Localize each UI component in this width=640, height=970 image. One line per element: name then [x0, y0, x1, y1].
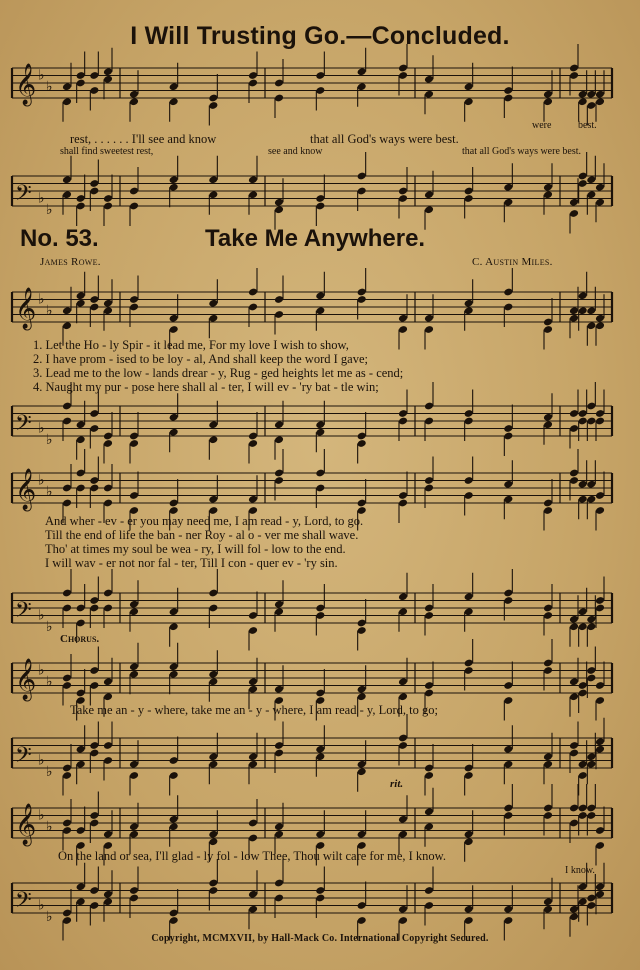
verse1-line1: 1. Let the Ho - ly Spir - it lead me, For my love I wish to show,	[33, 338, 349, 352]
verse4-line1: 4. Naught my pur - pose here shall al - ter, I will ev - 'ry bat - tle win;	[33, 380, 379, 394]
composer-credit: C. Austin Miles.	[472, 256, 553, 268]
svg-text:𝄞: 𝄞	[15, 659, 37, 700]
top-treble-lyric-3: were	[532, 120, 552, 131]
svg-text:♭: ♭	[46, 302, 53, 319]
svg-text:𝄢: 𝄢	[15, 181, 32, 211]
chorus2-treble-staff	[0, 800, 640, 850]
svg-text:𝄞: 𝄞	[15, 469, 37, 510]
bass-echo-lyric: I know.	[565, 865, 595, 876]
svg-text:♭: ♭	[38, 897, 45, 914]
lyricist-credit: James Rowe.	[40, 256, 101, 268]
chorus2-bass-staff	[0, 875, 640, 925]
top-bass-lyric-1: shall find sweetest rest,	[60, 146, 154, 157]
svg-text:𝄞: 𝄞	[15, 288, 37, 329]
top-bass-staff	[0, 168, 640, 218]
svg-text:♭: ♭	[46, 673, 53, 690]
top-treble-staff	[0, 60, 640, 110]
svg-text:♭: ♭	[38, 472, 45, 489]
top-bass-lyric-3: that all God's ways were best.	[462, 146, 581, 157]
svg-text:𝄢: 𝄢	[15, 598, 32, 628]
svg-text:♭: ♭	[38, 420, 45, 437]
svg-text:♭: ♭	[46, 78, 53, 95]
ritardando-mark: rit.	[390, 778, 404, 790]
verse2-line1: 2. I have prom - ised to be loy - al, And shall keep the word I gave;	[33, 352, 368, 366]
svg-text:♭: ♭	[46, 763, 53, 780]
verse4-line2: I will wav - er not nor fal - ter, Till I con - quer ev - 'ry sin.	[45, 556, 338, 570]
svg-text:♭: ♭	[38, 607, 45, 624]
hymn-number: No. 53.	[20, 225, 99, 252]
system1-treble-staff	[0, 284, 640, 334]
svg-text:𝄢: 𝄢	[15, 888, 32, 918]
chorus-line1: Take me an - y - where, take me an - y - where, I am read - y, Lord, to go;	[70, 703, 438, 717]
svg-text:♭: ♭	[38, 67, 45, 84]
svg-text:♭: ♭	[38, 807, 45, 824]
verse3-line1: 3. Lead me to the low - lands drear - y, Rug - ged heights let me as - cend;	[33, 366, 404, 380]
chorus1-bass-staff	[0, 730, 640, 780]
top-treble-lyric-2: that all God's ways were best.	[310, 132, 459, 146]
verse3-line2: Tho' at times my soul be wea - ry, I will fol - low to the end.	[45, 542, 346, 556]
svg-text:♭: ♭	[38, 190, 45, 207]
svg-text:♭: ♭	[46, 431, 53, 448]
verse1-line2: And wher - ev - er you may need me, I am read - y, Lord, to go.	[45, 514, 364, 528]
svg-text:♭: ♭	[46, 618, 53, 635]
svg-text:♭: ♭	[46, 908, 53, 925]
chorus-line2: On the land or sea, I'll glad - ly fol - low Thee, Thou wilt care for me, I know.	[58, 849, 447, 863]
continued-hymn-title: I Will Trusting Go.—Concluded.	[130, 22, 510, 50]
chorus1-treble-staff	[0, 655, 640, 705]
verse2-line2: Till the end of life the ban - ner Roy - al o - ver me shall wave.	[45, 528, 359, 542]
system1-bass-staff	[0, 398, 640, 448]
svg-text:𝄢: 𝄢	[15, 743, 32, 773]
svg-text:𝄞: 𝄞	[15, 804, 37, 845]
svg-text:♭: ♭	[38, 662, 45, 679]
system2-bass-staff	[0, 585, 640, 635]
system2-treble-staff	[0, 465, 640, 515]
svg-text:♭: ♭	[46, 201, 53, 218]
top-treble-lyric-4: best.	[578, 120, 597, 131]
copyright-notice: Copyright, MCMXVII, by Hall-Mack Co. International Copyright Secured.	[151, 933, 489, 944]
svg-text:♭: ♭	[38, 291, 45, 308]
hymn-title: Take Me Anywhere.	[205, 225, 426, 252]
top-treble-lyric-1: rest, . . . . . . I'll see and know	[70, 132, 217, 146]
svg-text:♭: ♭	[46, 818, 53, 835]
svg-text:𝄢: 𝄢	[15, 411, 32, 441]
svg-text:𝄞: 𝄞	[15, 64, 37, 105]
svg-text:♭: ♭	[46, 483, 53, 500]
svg-text:♭: ♭	[38, 752, 45, 769]
top-bass-lyric-2: see and know	[268, 146, 323, 157]
chorus-label: Chorus.	[60, 633, 100, 645]
